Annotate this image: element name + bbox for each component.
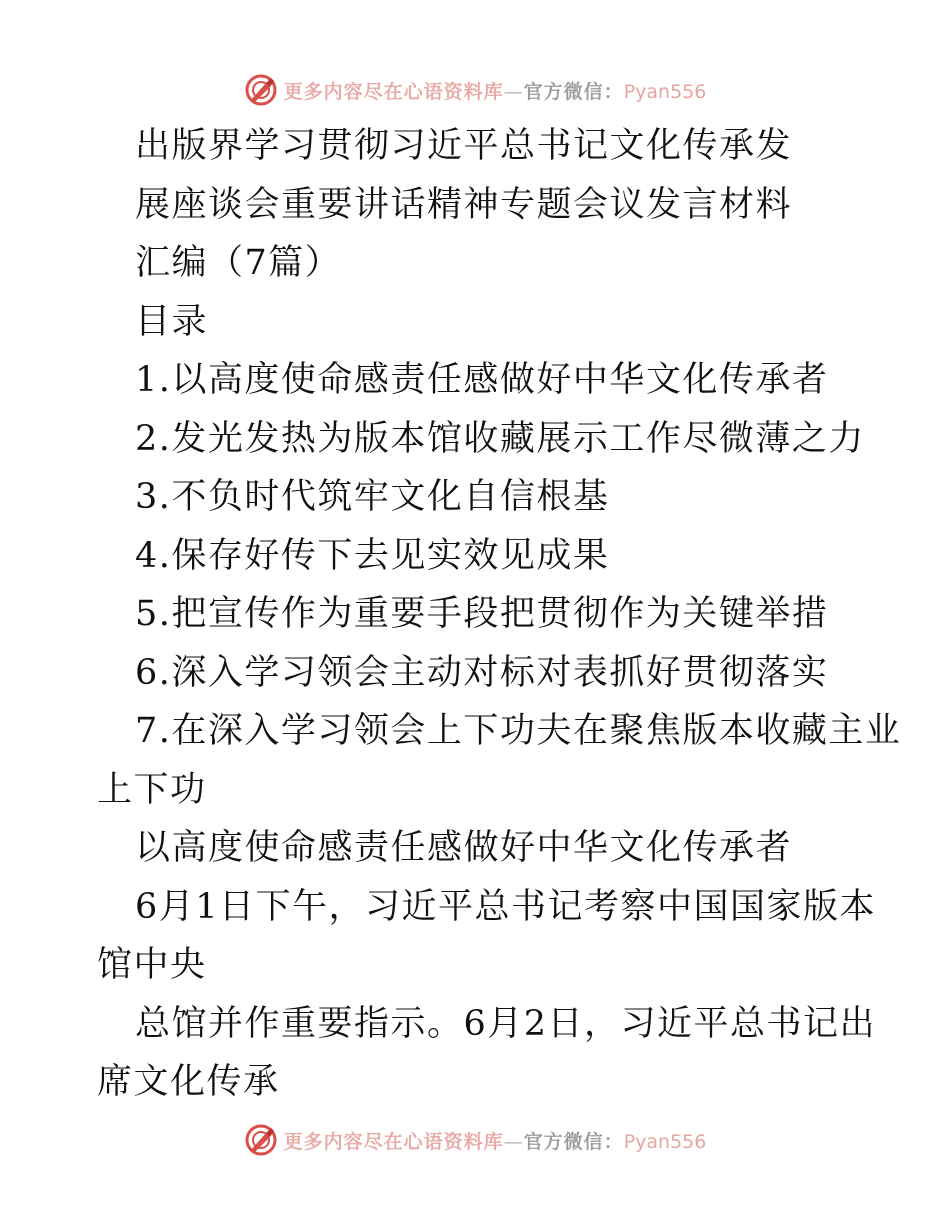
watermark-dash: — <box>503 1130 524 1153</box>
body-line: 馆中央 <box>97 945 207 985</box>
toc-item: 6.深入学习领会主动对标对表抓好贯彻落实 <box>135 652 829 693</box>
body-line: 席文化传承 <box>97 1062 280 1102</box>
toc-item: 1.以高度使命感责任感做好中华文化传承者 <box>135 360 829 400</box>
watermark-footer <box>0 1120 950 1160</box>
toc-item: 7.在深入学习领会上下功夫在聚焦版本收藏主业 <box>135 711 902 751</box>
watermark-dash: — <box>503 80 524 103</box>
toc-item: 2.发光发热为版本馆收藏展示工作尽微薄之力 <box>135 418 865 459</box>
watermark-official: 官方微信： <box>523 80 624 103</box>
pen-logo-icon <box>244 73 278 107</box>
toc-heading: 目录 <box>135 301 209 342</box>
watermark-official: 官方微信： <box>523 1130 624 1153</box>
toc-item-continuation: 上下功 <box>97 769 207 810</box>
watermark-id: Pyan556 <box>623 1130 707 1153</box>
watermark-header <box>0 70 950 110</box>
toc-item: 4.保存好传下去见实效见成果 <box>135 535 610 576</box>
watermark-brand: 更多内容尽在心语资料库 <box>283 80 504 103</box>
watermark-brand: 更多内容尽在心语资料库 <box>283 1130 504 1153</box>
watermark-text <box>284 1127 707 1154</box>
body-line: 总馆并作重要指示。6月2日，习近平总书记出 <box>135 1003 877 1044</box>
document-title-line: 出版界学习贯彻习近平总书记文化传承发 <box>135 126 793 166</box>
toc-item: 3.不负时代筑牢文化自信根基 <box>135 477 610 517</box>
watermark-text <box>284 77 707 104</box>
watermark-id: Pyan556 <box>623 80 707 103</box>
toc-item: 5.把宣传作为重要手段把贯彻作为关键举措 <box>135 594 829 634</box>
document-body <box>97 117 902 1112</box>
section-title: 以高度使命感责任感做好中华文化传承者 <box>135 828 793 868</box>
pen-logo-icon <box>244 1123 278 1157</box>
document-title-line: 汇编（7篇） <box>135 243 342 283</box>
body-line: 6月1日下午，习近平总书记考察中国国家版本 <box>135 886 877 927</box>
document-title-line: 展座谈会重要讲话精神专题会议发言材料 <box>135 184 793 225</box>
